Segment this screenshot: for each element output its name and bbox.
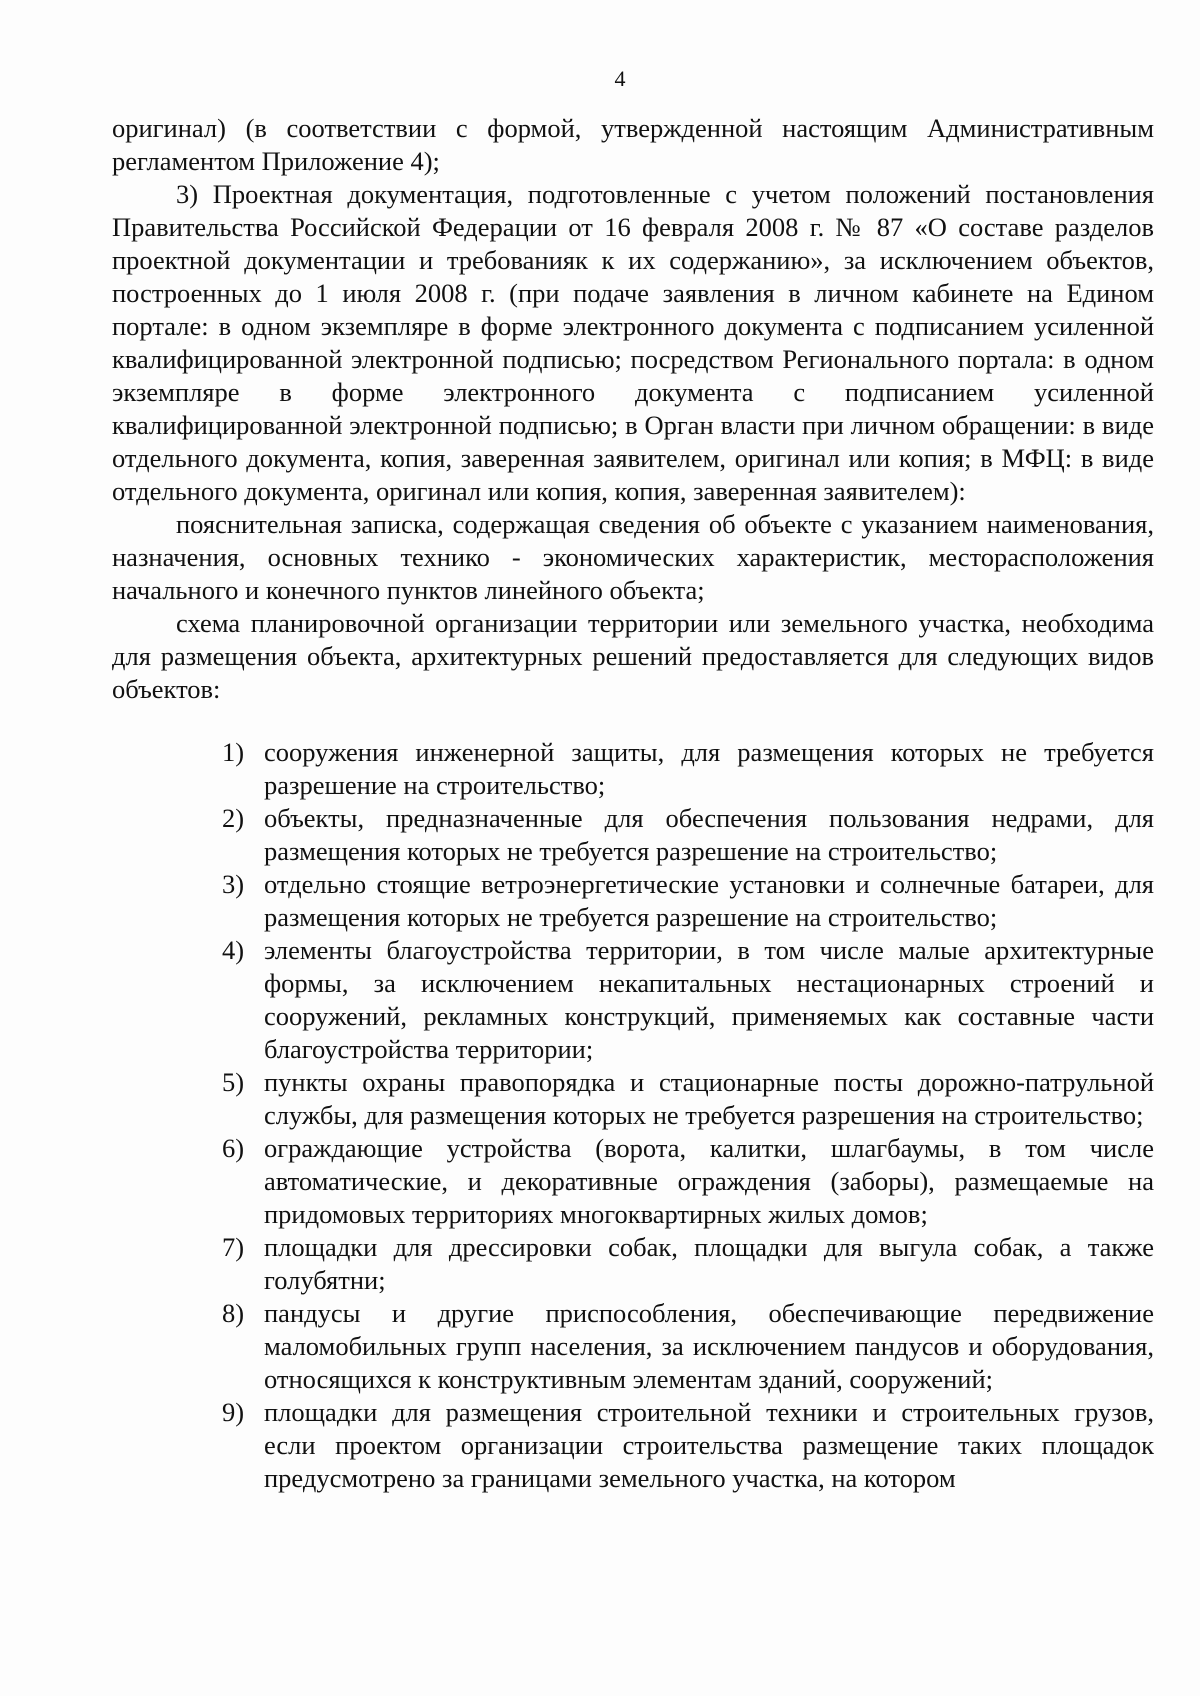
list-item <box>112 736 1154 802</box>
list-item-number: 3) <box>222 869 245 899</box>
list-item <box>112 1066 1154 1132</box>
list-item <box>112 1297 1154 1396</box>
list-item-number: 1) <box>222 737 245 767</box>
paragraph: 3) Проектная документация, подготовленные с учетом положений постановления Правительства Российской Федерации от 16 февраля 2008 г. № 87 «О составе разделов проектной документации и требованияк к их содержанию», за исключением объектов, построенных до 1 июля 2008 г. (при подаче заявления в личном кабинете на Едином портале: в одном экземпляре в форме электронного документа с подписанием усиленной квалифицированной электронной подписью; посредством Регионального портала: в одном экземпляре в форме электронного документа с подписанием усиленной квалифицированной электронной подписью; в Орган власти при личном обращении: в виде отдельного документа, копия, заверенная заявителем, оригинал или копия; в МФЦ: в виде отдельного документа, оригинал или копия, копия, заверенная заявителем): <box>112 179 1154 506</box>
list-item-number: 4) <box>222 935 245 965</box>
list-item-text: площадки для размещения строительной техники и строительных грузов, если проектом организации строительства размещение таких площадок предусмотрено за границами земельного участка, на котором <box>264 1397 1154 1493</box>
list-item-number: 7) <box>222 1232 245 1262</box>
list-item-number: 8) <box>222 1298 245 1328</box>
page-number: 4 <box>614 66 626 91</box>
list-item <box>112 868 1154 934</box>
paragraph: схема планировочной организации территории или земельного участка, необходима для размещения объекта, архитектурных решений предоставляется для следующих видов объектов: <box>112 608 1154 704</box>
list-item-text: пандусы и другие приспособления, обеспечивающие передвижение маломобильных групп населения, за исключением пандусов и оборудования, относящихся к конструктивным элементам зданий, сооружений; <box>264 1298 1154 1394</box>
paragraph: пояснительная записка, содержащая сведения об объекте с указанием наименования, назначения, основных технико - экономических характеристик, месторасположения начального и конечного пунктов линейного объекта; <box>112 509 1154 605</box>
document-body <box>112 112 1154 1495</box>
list-item-text: сооружения инженерной защиты, для размещения которых не требуется разрешение на строительство; <box>264 737 1154 800</box>
list-item-text: площадки для дрессировки собак, площадки для выгула собак, а также голубятни; <box>264 1232 1154 1295</box>
list-item-text: элементы благоустройства территории, в том числе малые архитектурные формы, за исключением некапитальных нестационарных строений и сооружений, рекламных конструкций, применяемых как составные части благоустройства территории; <box>264 935 1154 1064</box>
list-item-text: объекты, предназначенные для обеспечения пользования недрами, для размещения которых не требуется разрешение на строительство; <box>264 803 1154 866</box>
list-item-text: отдельно стоящие ветроэнергетические установки и солнечные батареи, для размещения которых не требуется разрешение на строительство; <box>264 869 1154 932</box>
list-item <box>112 1132 1154 1231</box>
list-item-number: 9) <box>222 1397 245 1427</box>
list-item-number: 6) <box>222 1133 245 1163</box>
paragraph: оригинал) (в соответствии с формой, утвержденной настоящим Административным регламентом Приложение 4); <box>112 113 1154 176</box>
list-item-number: 5) <box>222 1067 245 1097</box>
list-item-text: ограждающие устройства (ворота, калитки, шлагбаумы, в том числе автоматические, и декоративные ограждения (заборы), размещаемые на придомовых территориях многоквартирных жилых домов; <box>264 1133 1154 1229</box>
list-item-number: 2) <box>222 803 245 833</box>
list-item <box>112 1396 1154 1495</box>
list-item <box>112 934 1154 1066</box>
list-item <box>112 802 1154 868</box>
list-item <box>112 1231 1154 1297</box>
list-item-text: пункты охраны правопорядка и стационарные посты дорожно-патрульной службы, для размещения которых не требуется разрешения на строительство; <box>264 1067 1154 1130</box>
object-types-list <box>112 736 1154 1495</box>
